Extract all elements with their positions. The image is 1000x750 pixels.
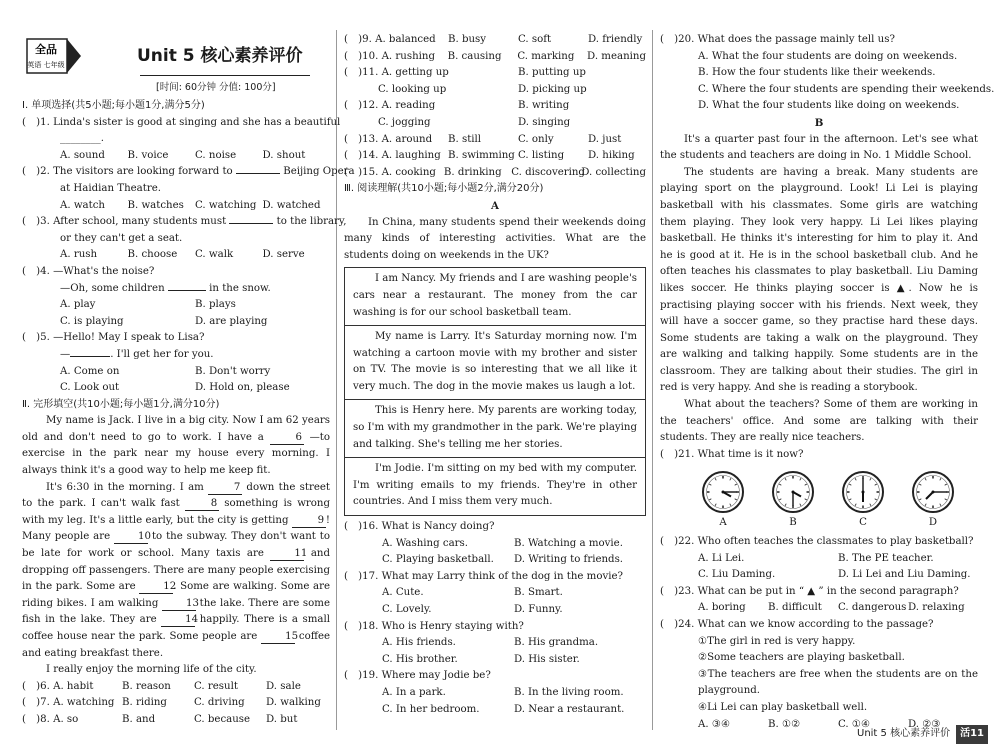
- passage-b-para-3: What about the teachers? Some of them are working in the teachers' office. And some are talking with their students. They are really nice teachers.: [660, 399, 978, 444]
- option[interactable]: C. listing: [518, 150, 565, 162]
- page-number: 活11: [956, 725, 988, 744]
- option[interactable]: A. His friends.: [382, 637, 456, 649]
- option[interactable]: A. In a park.: [382, 686, 446, 698]
- q20-stem: ( )20. What does the passage mainly tell us?: [660, 34, 895, 45]
- q19-stem: ( )19. Where may Jodie be?: [344, 670, 491, 682]
- option[interactable]: C. driving: [194, 697, 245, 709]
- passage-a-boxes: [344, 267, 646, 516]
- option[interactable]: C. Lovely.: [382, 604, 432, 615]
- q5-cont: [22, 347, 330, 364]
- column-3: [660, 32, 995, 733]
- clock-icon: [700, 469, 746, 515]
- option[interactable]: C. In her bedroom.: [382, 703, 480, 715]
- clock-option-d[interactable]: [910, 469, 956, 532]
- cloze-blank[interactable]: 9: [292, 515, 326, 528]
- option[interactable]: A. rush: [60, 249, 98, 261]
- title-underline: [140, 75, 310, 76]
- option[interactable]: A. boring: [698, 602, 746, 614]
- option[interactable]: D. walking: [266, 697, 321, 709]
- cloze-blank[interactable]: 10: [114, 531, 148, 544]
- clock-label: A: [719, 517, 727, 529]
- passage-a-intro: In China, many students spend their weekends doing many kinds of interesting activities. What are the students doing on weekends in the UK?: [344, 216, 646, 261]
- section2-heading: Ⅱ. 完形填空(共10小题;每小题1分,满分10分): [22, 398, 220, 410]
- option[interactable]: D. just: [588, 133, 622, 145]
- option[interactable]: D. friendly: [588, 34, 643, 45]
- option[interactable]: D. Li Lei and Liu Daming.: [838, 569, 971, 581]
- cloze-blank[interactable]: 7: [208, 482, 242, 495]
- statement: ④Li Lei can play basketball well.: [698, 701, 868, 713]
- para-text: ! Many people are: [22, 514, 330, 543]
- option[interactable]: C. because: [194, 713, 251, 725]
- para-text: down the street to the park. I can't walk fast: [22, 481, 330, 510]
- q19-options: [344, 685, 646, 702]
- clock-label: D: [928, 517, 938, 529]
- cloze-option-a[interactable]: ( )11. A. getting up: [344, 67, 449, 79]
- option[interactable]: C. looking up: [378, 83, 447, 95]
- option[interactable]: B. drinking: [443, 166, 502, 178]
- option[interactable]: A. What the four students are doing on weekends.: [698, 50, 958, 62]
- cloze-option-a[interactable]: ( )13. A. around: [344, 133, 433, 145]
- cloze-option-a[interactable]: ( )14. A. laughing: [344, 150, 441, 162]
- box-text: This is Henry here. My parents are working today, so I'm with my grandmother in the park. We're playing and talking. She's telling me her stories.: [353, 405, 637, 450]
- q17-options: [344, 602, 646, 619]
- q21-stem: ( )21. What time is it now?: [660, 448, 804, 460]
- cloze-paragraph-2: [22, 480, 330, 663]
- option[interactable]: B. riding: [122, 697, 167, 709]
- option[interactable]: B. putting up: [518, 67, 586, 79]
- column-2: [344, 32, 646, 718]
- option[interactable]: B. Watching a movie.: [514, 537, 623, 549]
- q16-options: [344, 536, 646, 553]
- answer-blank[interactable]: [70, 356, 110, 357]
- cloze-option-a[interactable]: ( )12. A. reading: [344, 100, 436, 112]
- q2-stem-a: ( )2. The visitors are looking forward to: [22, 166, 233, 178]
- para-text: something is wrong with my leg. It's a little early, but the city is getting: [22, 498, 331, 526]
- option[interactable]: B. busy: [448, 34, 487, 45]
- cloze-option-a[interactable]: ( )6. A. habit: [22, 680, 94, 692]
- page-title: Unit 5 核心素养评价: [137, 46, 303, 66]
- column-divider: [336, 30, 337, 730]
- q2-options: [22, 198, 330, 215]
- q17-stem: ( )17. What may Larry think of the dog in the movie?: [344, 570, 623, 582]
- q4-cont-b: in the snow.: [209, 282, 271, 294]
- para-text: and dropping off passengers. There are many people exercising in the park. Some are: [22, 548, 330, 593]
- badge-bottom-text: 英语 七年级: [27, 61, 65, 69]
- q5-stem: ( )5. —Hello! May I speak to Lisa?: [22, 332, 205, 344]
- option[interactable]: A. Washing cars.: [382, 537, 468, 549]
- cloze-blank[interactable]: 6: [270, 432, 304, 445]
- cloze-blank[interactable]: 12: [139, 581, 173, 594]
- option[interactable]: C. watching: [195, 199, 257, 211]
- page-footer: [857, 725, 988, 744]
- option[interactable]: D. Near a restaurant.: [514, 703, 625, 715]
- q5-options: [22, 380, 330, 397]
- para-text: the lake. There are some fish in the lake. They are: [22, 597, 330, 626]
- para-text: . Some are walking. Some are riding bikes. I am walking: [22, 581, 330, 609]
- cloze-question: [344, 98, 646, 115]
- box-text: I'm Jodie. I'm sitting on my bed with my computer. I'm writing emails to my friends. They're in other countries. And I miss them very much.: [353, 463, 637, 508]
- answer-blank[interactable]: [168, 290, 206, 291]
- option[interactable]: D. ②③: [908, 718, 941, 730]
- option[interactable]: C. soft: [518, 34, 552, 45]
- option[interactable]: C. result: [194, 680, 238, 692]
- cloze-question: [344, 65, 646, 82]
- passage-b-para-2: The students are having a break. Many students are playing sport on the playground. Look! Li Lei is playing basketball with his classmates. Some girls are watching them playing. They look very happy. Li Lei likes playing basketball. He thinks it's interesting for him to play it. And he is good at it. He is in the school basketball club. And he often teaches his classmates to play basketball. Liu Daming likes soccer. He thinks playing soccer is ▲. Now he is practising playing soccer with his friends. Next week, they will have a soccer game, so they practise hard these days. Some students are taking a walk on the playground. They are walking and talking happily. Some students are in the classroom. They are talking about their studies. The girl in red is very happy. And she is reading a storybook.: [660, 166, 978, 394]
- q2-stem-b: Beijing Opera: [283, 166, 355, 178]
- option[interactable]: A. play: [60, 299, 96, 311]
- cloze-blank[interactable]: 13: [162, 598, 196, 611]
- q23-stem: ( )23. What can be put in “ ▲ ” in the second paragraph?: [660, 585, 959, 597]
- header: [22, 34, 330, 98]
- option[interactable]: A. Li Lei.: [698, 552, 745, 564]
- time-info: [时间: 60分钟 分值: 100分]: [156, 82, 276, 93]
- option[interactable]: B. still: [448, 133, 482, 145]
- option[interactable]: B. writing: [518, 100, 570, 112]
- q22-options: [660, 567, 978, 584]
- cloze-question: [22, 712, 330, 729]
- option[interactable]: B. choose: [127, 249, 178, 261]
- option[interactable]: C. jogging: [378, 116, 431, 128]
- option[interactable]: D. Hold on, please: [195, 382, 290, 394]
- clock-options: [688, 469, 968, 532]
- clock-icon: [910, 469, 956, 515]
- answer-blank[interactable]: [229, 223, 273, 224]
- box-text: My name is Larry. It's Saturday morning now. I'm watching a cartoon movie with my brother and sister on TV. The movie is so interesting that we all like it very much. The dog in the movie makes us laugh a lot.: [353, 331, 637, 392]
- statement: ②Some teachers are playing basketball.: [698, 652, 905, 664]
- q24-stem: ( )24. What can we know according to the passage?: [660, 619, 934, 630]
- option[interactable]: D. Writing to friends.: [514, 554, 624, 566]
- q18-options: [344, 652, 646, 669]
- brand-badge-icon: [26, 38, 82, 74]
- option[interactable]: D. collecting: [581, 166, 646, 178]
- q18-stem: ( )18. Who is Henry staying with?: [344, 620, 524, 632]
- option[interactable]: A. sound: [60, 149, 105, 161]
- answer-blank[interactable]: [236, 173, 280, 174]
- option[interactable]: D. meaning: [587, 50, 646, 62]
- q3-cont: or they can't get a seat.: [60, 232, 183, 244]
- q4-options: [22, 297, 330, 314]
- option[interactable]: D. hiking: [588, 150, 635, 162]
- option[interactable]: D. but: [266, 713, 298, 725]
- q3-options: [22, 247, 330, 264]
- clock-option-c[interactable]: [840, 469, 886, 532]
- badge-top-text: 全品: [35, 43, 57, 56]
- nancy-box: [344, 267, 646, 326]
- option[interactable]: A. watch: [60, 199, 105, 211]
- option[interactable]: C. is playing: [60, 315, 124, 327]
- option[interactable]: B. His grandma.: [514, 637, 599, 649]
- cloze-option-a[interactable]: ( )8. A. so: [22, 713, 79, 725]
- q5-cont-a: —: [60, 348, 71, 360]
- q1-options: [22, 148, 330, 165]
- clock-option-a[interactable]: [700, 469, 746, 532]
- cloze-blank[interactable]: 15: [261, 631, 295, 644]
- option[interactable]: C. noise: [195, 149, 237, 161]
- cloze-blank[interactable]: 14: [161, 614, 195, 627]
- option[interactable]: A. Cute.: [382, 587, 424, 599]
- option[interactable]: B. The PE teacher.: [838, 552, 934, 564]
- cloze-question: [344, 115, 646, 132]
- passage-b-para-1: It's a quarter past four in the afternoon. Let's see what the students and teachers are doing in No. 1 Middle School.: [660, 133, 978, 162]
- para-text: happily. There is a small coffee house near the park. Some people are: [22, 614, 330, 642]
- option[interactable]: B. plays: [195, 299, 236, 311]
- option[interactable]: C. walk: [195, 249, 234, 261]
- option[interactable]: C. Playing basketball.: [382, 554, 494, 566]
- passage-a-label: A: [491, 199, 499, 212]
- clock-option-b[interactable]: [770, 469, 816, 532]
- option[interactable]: A. ③④: [698, 718, 731, 730]
- option[interactable]: D. singing: [518, 116, 571, 128]
- option[interactable]: D. watched: [262, 199, 321, 211]
- cloze-paragraph-1: [22, 413, 330, 479]
- option[interactable]: B. swimming: [448, 150, 515, 162]
- cloze-question: [344, 49, 646, 66]
- para-text: —to exercise in the park near my house every morning. I always think it's a good way to help me keep fit.: [22, 431, 331, 477]
- q23-options: [660, 600, 978, 617]
- larry-box: [344, 326, 646, 400]
- clock-icon: [840, 469, 886, 515]
- option[interactable]: B. voice: [127, 149, 169, 161]
- q3-stem: [22, 214, 347, 231]
- cloze-question: [344, 82, 646, 99]
- para-text: coffee and eating breakfast there.: [22, 631, 331, 659]
- option[interactable]: C. discovering: [511, 166, 585, 178]
- cloze-question: [344, 148, 646, 165]
- option[interactable]: C. Where the four students are spending their weekends.: [698, 83, 995, 95]
- jodie-box: [344, 458, 646, 516]
- option[interactable]: D. serve: [262, 249, 305, 261]
- clock-label: B: [789, 517, 797, 529]
- cloze-option-a[interactable]: ( )15. A. cooking: [344, 166, 436, 178]
- q1-stem: ( )1. Linda's sister is good at singing and she has a beautiful: [22, 116, 341, 128]
- para-text: My name is Jack. I live in a big city. Now I am 62 years old and don't need to go to work. I have a: [22, 415, 330, 443]
- q4-stem: ( )4. —What's the noise?: [22, 265, 155, 277]
- option[interactable]: C. marking: [517, 50, 575, 62]
- option[interactable]: D. picking up: [518, 83, 587, 95]
- section3-heading: Ⅲ. 阅读理解(共10小题;每小题2分,满分20分): [344, 183, 544, 195]
- q16-options: [344, 552, 646, 569]
- option[interactable]: D. Funny.: [514, 604, 563, 615]
- q2-stem: [22, 164, 355, 181]
- statement: ③The teachers are free when the students are on the playground.: [698, 668, 978, 697]
- q1-blank: ________.: [60, 133, 104, 145]
- statement: ①The girl in red is very happy.: [698, 635, 856, 647]
- cloze-blank[interactable]: 8: [185, 498, 219, 511]
- cloze-option-a[interactable]: ( )10. A. rushing: [344, 50, 435, 62]
- q3-stem-b: to the library,: [276, 216, 347, 228]
- clock-label: C: [859, 517, 867, 529]
- q2-cont: at Haidian Theatre.: [60, 182, 161, 194]
- option[interactable]: C. Liu Daming.: [698, 569, 776, 581]
- para-text: to the subway. They don't want to be late for work or school. Many taxis are: [22, 531, 330, 560]
- q22-options: [660, 551, 978, 568]
- para-text: It's 6:30 in the morning. I am: [46, 481, 209, 493]
- option[interactable]: B. causing: [447, 50, 502, 62]
- cloze-question: [22, 679, 330, 696]
- passage-b-label: B: [814, 116, 824, 129]
- henry-box: [344, 400, 646, 458]
- option[interactable]: A. Come on: [60, 365, 120, 377]
- q4-cont-a: —Oh, some children: [60, 282, 165, 294]
- option[interactable]: D. shout: [262, 149, 306, 161]
- option[interactable]: C. Look out: [60, 382, 120, 394]
- option[interactable]: B. Smart.: [514, 587, 563, 599]
- q5-options: [22, 364, 330, 381]
- option[interactable]: B. difficult: [768, 602, 822, 614]
- option[interactable]: C. His brother.: [382, 653, 458, 665]
- cloze-question: [344, 165, 646, 182]
- q16-stem: ( )16. What is Nancy doing?: [344, 521, 495, 533]
- q3-stem-a: ( )3. After school, many students must: [22, 216, 227, 228]
- cloze-option-a[interactable]: ( )7. A. watching: [22, 697, 115, 709]
- q4-cont: [22, 281, 330, 298]
- option[interactable]: D. sale: [266, 680, 301, 692]
- option[interactable]: D. His sister.: [514, 653, 580, 665]
- option[interactable]: D. relaxing: [908, 602, 965, 614]
- clock-icon: [770, 469, 816, 515]
- option[interactable]: C. ①④: [838, 718, 871, 730]
- q4-options: [22, 314, 330, 331]
- q5-cont-b: . I'll get her for you.: [110, 348, 214, 360]
- option[interactable]: D. are playing: [195, 315, 268, 327]
- section1-heading: Ⅰ. 单项选择(共5小题;每小题1分,满分5分): [22, 100, 205, 111]
- option[interactable]: B. In the living room.: [514, 686, 624, 698]
- box-text: I am Nancy. My friends and I are washing people's cars near a restaurant. The money from the car washing is for our school basketball team.: [353, 273, 637, 318]
- option[interactable]: C. dangerous: [838, 602, 907, 614]
- footer-label: Unit 5 核心素养评价: [857, 728, 951, 740]
- option[interactable]: C. only: [518, 133, 554, 145]
- q18-options: [344, 635, 646, 652]
- option[interactable]: D. What the four students like doing on weekends.: [698, 100, 960, 112]
- option[interactable]: B. How the four students like their weekends.: [698, 67, 936, 79]
- q22-stem: ( )22. Who often teaches the classmates to play basketball?: [660, 536, 974, 548]
- cloze-question: [344, 32, 646, 49]
- cloze-question: [22, 695, 330, 712]
- option[interactable]: B. and: [122, 713, 156, 725]
- q17-options: [344, 585, 646, 602]
- cloze-question: [344, 132, 646, 149]
- q19-options: [344, 702, 646, 719]
- option[interactable]: B. ①②: [768, 718, 801, 730]
- option[interactable]: B. Don't worry: [195, 365, 271, 377]
- cloze-blank[interactable]: 11: [270, 548, 304, 561]
- column-divider: [652, 30, 653, 730]
- column-1: [22, 34, 355, 729]
- option[interactable]: B. reason: [122, 680, 171, 692]
- cloze-option-a[interactable]: ( )9. A. balanced: [344, 34, 436, 45]
- cloze-paragraph-3: I really enjoy the morning life of the city.: [46, 664, 257, 676]
- option[interactable]: B. watches: [127, 199, 184, 211]
